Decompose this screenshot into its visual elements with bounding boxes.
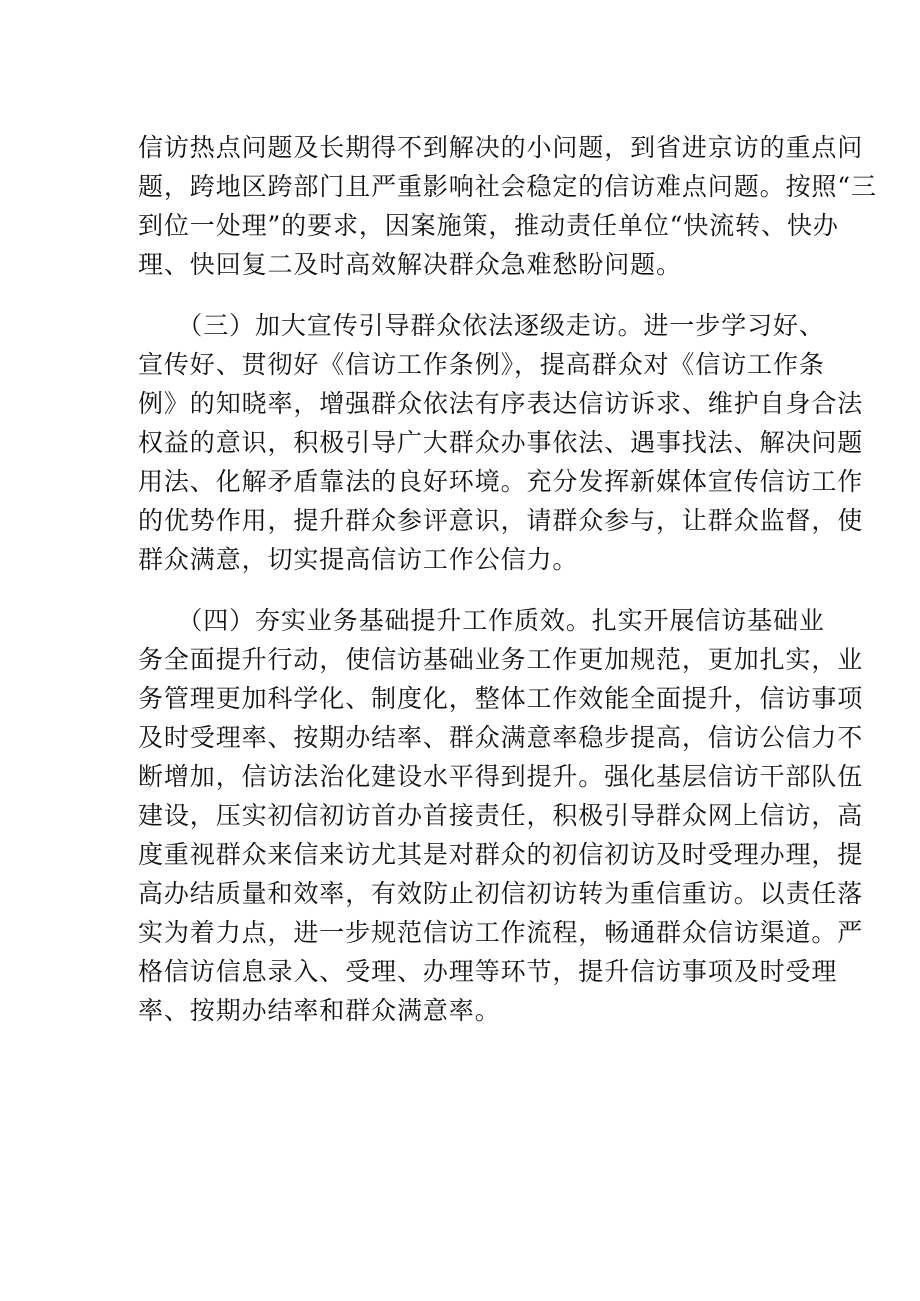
- paragraph-hotspot-issues: [138, 128, 877, 284]
- paragraph-section-four: [138, 601, 864, 1030]
- paragraph-section-three: [138, 306, 864, 579]
- text-line: 务管理更加科学化、制度化，整体工作效能全面提升，信访事项: [138, 684, 864, 713]
- text-line: （三）加大宣传引导群众依法逐级走访。进一步学习好、: [138, 311, 825, 340]
- text-line: 建设，压实初信初访首办首接责任，积极引导群众网上信访，高: [138, 801, 864, 830]
- document-body: [138, 128, 877, 1030]
- text-line: 断增加，信访法治化建设水平得到提升。强化基层信访干部队伍: [138, 762, 864, 791]
- text-line: 理、快回复二及时高效解决群众急难愁盼问题。: [138, 250, 682, 279]
- text-line: 群众满意，切实提高信访工作公信力。: [138, 545, 579, 574]
- paragraph-spacer: [138, 579, 783, 601]
- text-line: 及时受理率、按期办结率、群众满意率稳步提高，信访公信力不: [138, 723, 864, 752]
- text-line: 用法、化解矛盾靠法的良好环境。充分发挥新媒体宣传信访工作: [138, 467, 864, 496]
- text-line: 例》的知晓率，增强群众依法有序表达信访诉求、维护自身合法: [138, 389, 864, 418]
- text-line: 格信访信息录入、受理、办理等环节，提升信访事项及时受理: [138, 957, 838, 986]
- text-line: 度重视群众来信来访尤其是对群众的初信初访及时受理办理，提: [138, 840, 864, 869]
- text-line: 题，跨地区跨部门且严重影响社会稳定的信访难点问题。按照“三: [138, 172, 877, 201]
- text-line: 信访热点问题及长期得不到解决的小问题，到省进京访的重点问: [138, 133, 864, 162]
- text-line: 的优势作用，提升群众参评意识，请群众参与，让群众监督，使: [138, 506, 864, 535]
- paragraph-spacer: [138, 284, 783, 306]
- text-line: 高办结质量和效率，有效防止初信初访转为重信重访。以责任落: [138, 879, 864, 908]
- text-line: 到位一处理”的要求，因案施策，推动责任单位“快流转、快办: [138, 211, 839, 240]
- text-line: 务全面提升行动，使信访基础业务工作更加规范，更加扎实，业: [138, 645, 864, 674]
- text-line: 率、按期办结率和群众满意率。: [138, 996, 501, 1025]
- text-line: （四）夯实业务基础提升工作质效。扎实开展信访基础业: [138, 606, 825, 635]
- text-line: 宣传好、贯彻好《信访工作条例》，提高群众对《信访工作条: [138, 350, 825, 379]
- text-line: 实为着力点，进一步规范信访工作流程，畅通群众信访渠道。严: [138, 918, 864, 947]
- text-line: 权益的意识，积极引导广大群众办事依法、遇事找法、解决问题: [138, 428, 864, 457]
